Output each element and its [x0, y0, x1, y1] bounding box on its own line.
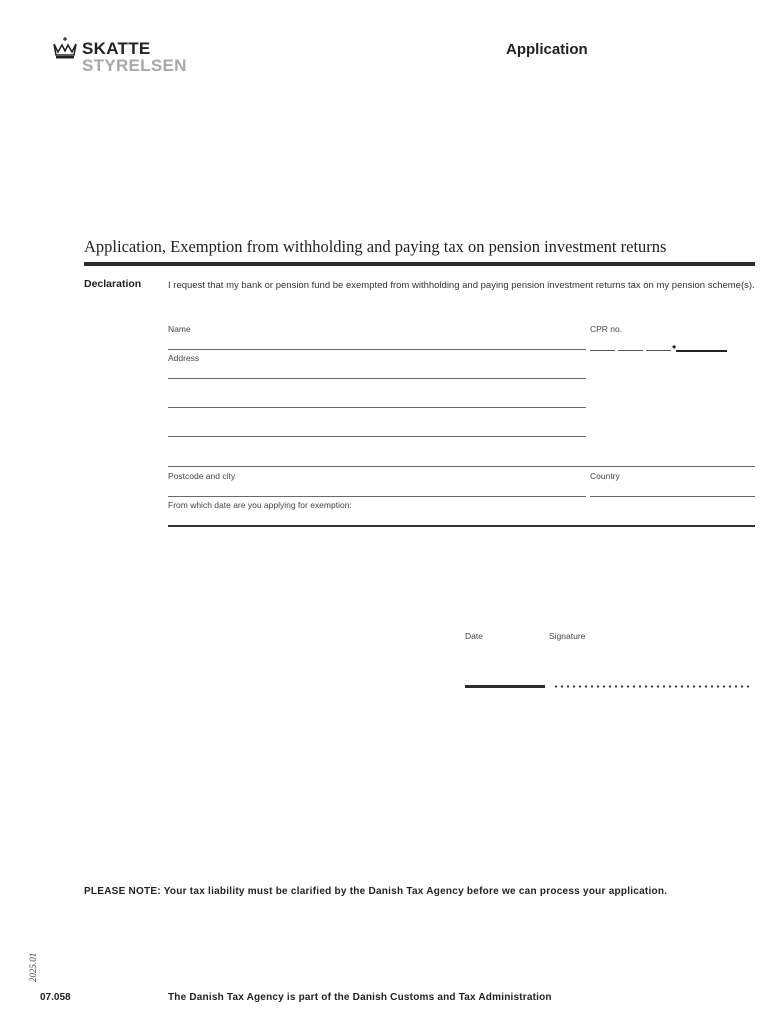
cpr-field[interactable]	[590, 340, 730, 354]
signature-label: Signature	[549, 631, 586, 641]
cpr-segment	[618, 350, 643, 351]
title-divider	[84, 262, 755, 266]
date-field[interactable]	[465, 685, 545, 688]
please-note-text: PLEASE NOTE: Your tax liability must be clarified by the Danish Tax Agency before we can process your application.	[84, 886, 668, 897]
date-label: Date	[465, 631, 483, 641]
name-field[interactable]	[168, 349, 586, 350]
address-line-2[interactable]	[168, 407, 586, 408]
form-number: 07.058	[40, 992, 71, 1003]
exemption-date-field[interactable]	[168, 525, 755, 527]
country-label: Country	[590, 471, 620, 481]
cpr-segment	[590, 350, 615, 351]
exemption-date-label: From which date are you applying for exemption:	[168, 500, 352, 510]
footer-text: The Danish Tax Agency is part of the Danish Customs and Tax Administration	[168, 992, 552, 1003]
cpr-segment	[676, 350, 727, 352]
cpr-segment	[646, 350, 671, 351]
address-line-3[interactable]	[168, 436, 586, 437]
cpr-label: CPR no.	[590, 324, 623, 334]
signature-field[interactable]	[553, 685, 753, 688]
address-line-4[interactable]	[168, 466, 755, 467]
country-field[interactable]	[590, 496, 755, 497]
name-label: Name	[168, 324, 191, 334]
crown-icon	[52, 36, 78, 60]
postcode-city-field[interactable]	[168, 496, 586, 497]
address-line-1[interactable]	[168, 378, 586, 379]
declaration-label: Declaration	[84, 278, 142, 290]
postcode-city-label: Postcode and city	[168, 471, 236, 481]
form-title: Application, Exemption from withholding and paying tax on pension investment returns	[84, 237, 667, 256]
cpr-separator-dot: •	[672, 340, 677, 354]
skattestyrelsen-logo	[52, 36, 212, 80]
logo-text-top: SKATTE	[82, 39, 151, 58]
header-title: Application	[506, 41, 588, 58]
declaration-text: I request that my bank or pension fund be exempted from withholding and paying pension investment returns tax on my pension scheme(s).	[168, 280, 755, 291]
version-text: 2025.01	[28, 952, 38, 982]
logo-text-bottom: STYRELSEN	[82, 56, 187, 75]
address-label: Address	[168, 353, 200, 363]
